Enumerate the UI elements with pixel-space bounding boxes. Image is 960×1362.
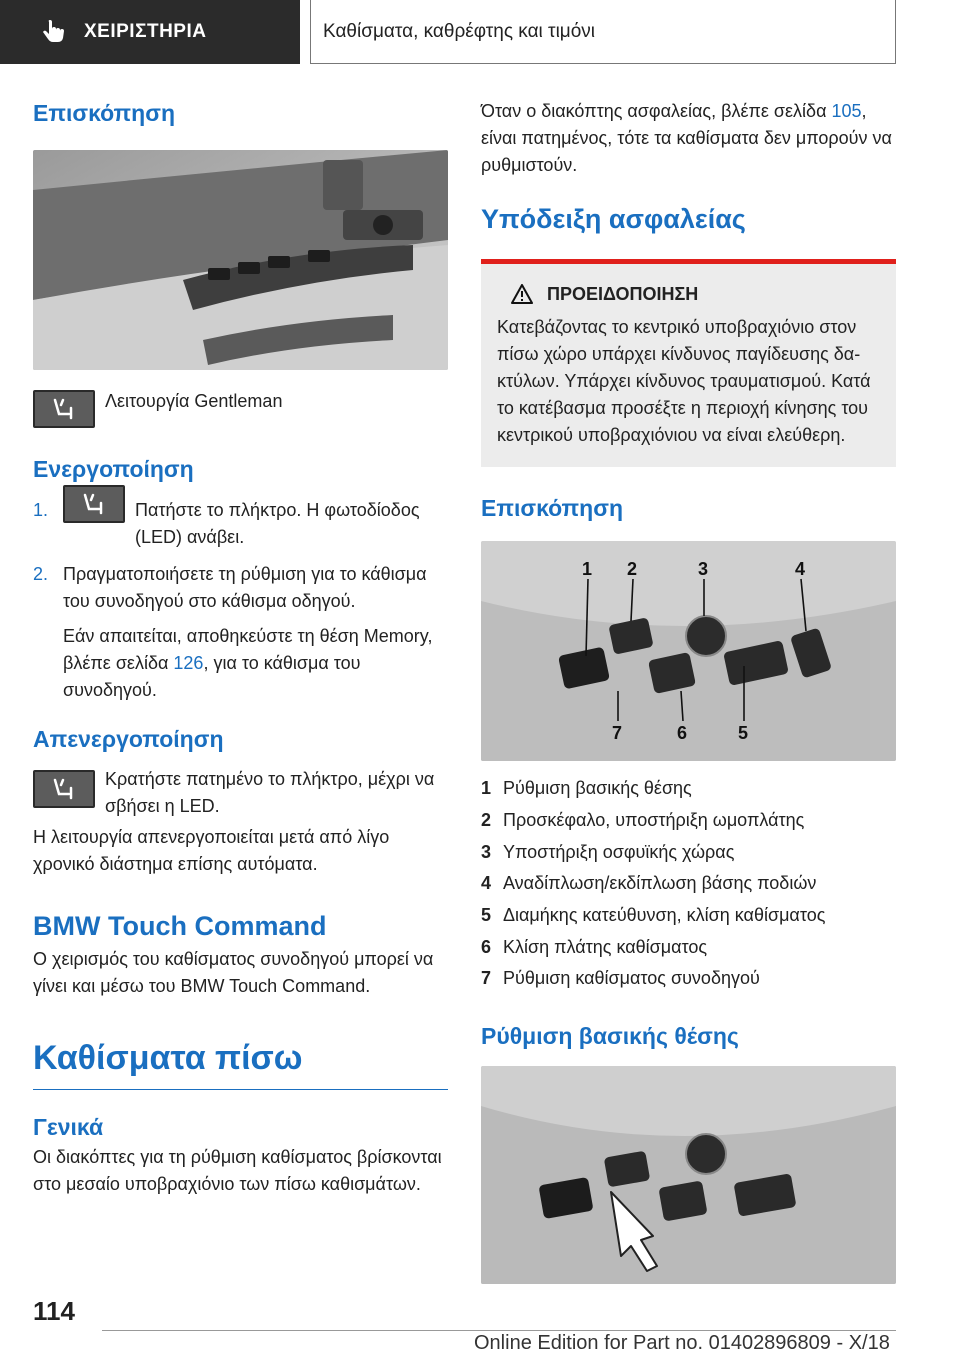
overview-heading-2: Επισκόπηση (481, 495, 623, 522)
page-link[interactable]: 126 (173, 653, 204, 674)
seat-switch-photo (481, 541, 896, 761)
gentleman-button-icon (63, 485, 125, 523)
footer-rule (102, 1330, 896, 1331)
warning-title: ΠΡΟΕΙΔΟΠΟΙΗΣΗ (547, 284, 699, 305)
gentleman-button-icon (33, 390, 95, 428)
legend-list (481, 773, 896, 995)
section-tab[interactable] (0, 0, 300, 64)
general-text: Οι διακόπτες για τη ρύθμιση καθίσματος βρίσκονται στο μεσαίο υποβραχιόνιο των πίσω καθισμάτων. (33, 1146, 442, 1194)
deactivation-text: Κρατήστε πατημένο το πλήκτρο, μέχρι να σβήσει η LED. (105, 768, 435, 816)
overview-heading: Επισκόπηση (33, 100, 175, 126)
rear-seats-heading: Καθίσματα πίσω (33, 1039, 303, 1078)
page-header (0, 0, 960, 64)
edition-text: Online Edition for Part no. 01402896809 - X/18 (474, 1332, 890, 1354)
page-number: 114 (33, 1296, 75, 1326)
general-heading: Γενικά (33, 1113, 104, 1140)
photo-caption: Λειτουργία Gentleman (105, 390, 283, 411)
warning-box (481, 259, 896, 467)
legend-item: 1 Ρύθμιση βασικής θέσης (481, 778, 692, 799)
left-column (33, 96, 448, 1198)
gentleman-caption-row (33, 390, 448, 428)
step-number: 2. (33, 564, 49, 585)
chapter-tab[interactable] (310, 0, 896, 64)
hand-pointer-icon (40, 19, 66, 45)
activation-steps (33, 497, 448, 704)
list-item (33, 497, 448, 551)
deactivation-heading: Απενεργοποίηση (33, 726, 224, 753)
svg-text:5: 5 (738, 722, 749, 743)
step-number: 1. (33, 500, 49, 521)
chapter-title: Καθίσματα, καθρέφτης και τιμόνι (323, 20, 596, 42)
svg-text:7: 7 (612, 722, 623, 743)
svg-text:1: 1 (582, 558, 593, 579)
warning-text: Κατεβάζοντας το κεντρικό υποβραχιόνιο στον πίσω χώρο υπάρχει κίνδυνος παγίδευσης δακτύλων. Υπάρχει κίνδυνος τραυματισμού. Κατά το κατέβασμα προσέξτε η περιοχή κίνησης του κεντρικού υποβραχιόνιου να είναι ελεύθερη. (497, 317, 871, 446)
warning-triangle-icon (511, 284, 533, 304)
intro-text: Όταν ο διακόπτης ασφαλείας, βλέπε σελίδα 105, είναι πατημένος, τότε τα καθίσματα δεν μπορούν να ρυθμιστούν. (481, 101, 892, 175)
legend-item: 5 Διαμήκης κατεύθυνση, κλίση καθίσματος (481, 905, 826, 926)
touch-command-text: Ο χειρισμός του καθίσματος συνοδηγού μπορεί να γίνει και μέσω του BMW Touch Command. (33, 949, 434, 997)
heading-rule (33, 1089, 448, 1090)
gentleman-button-icon (33, 770, 95, 808)
deactivation-row (33, 766, 448, 820)
activation-heading: Ενεργοποίηση (33, 455, 194, 482)
step-text: Πατήστε το πλήκτρο. Η φωτοδίοδος (LED) ανάβει. (135, 500, 420, 548)
right-column (481, 98, 896, 1284)
svg-text:4: 4 (795, 558, 806, 579)
safety-heading: Υπόδειξη ασφαλείας (481, 204, 746, 234)
section-title: ΧΕΙΡΙΣΤΗΡΙΑ (84, 21, 207, 42)
legend-item: 4 Αναδίπλωση/εκδίπλωση βάσης ποδιών (481, 873, 817, 894)
page-footer (0, 1296, 960, 1362)
legend-item: 7 Ρύθμιση καθίσματος συνοδηγού (481, 968, 760, 989)
step-text: Πραγματοποιήσετε τη ρύθμιση για το κάθισμα του συνοδηγού στο κάθισμα οδηγού. (63, 564, 427, 612)
svg-text:2: 2 (627, 558, 638, 579)
step-note: Εάν απαιτείται, αποθηκεύστε τη θέση Memory, βλέπε σελίδα 126, για το κάθισμα του συνοδηγού. (63, 626, 433, 701)
page-link[interactable]: 105 (831, 101, 862, 121)
basic-position-heading: Ρύθμιση βασικής θέσης (481, 1022, 739, 1049)
legend-item: 6 Κλίση πλάτης καθίσματος (481, 936, 708, 957)
svg-text:3: 3 (698, 558, 709, 579)
legend-item: 3 Υποστήριξη οσφυϊκής χώρας (481, 841, 735, 862)
warning-header (511, 282, 880, 306)
touch-command-heading: BMW Touch Command (33, 910, 327, 941)
list-item (33, 561, 448, 704)
legend-item: 2 Προσκέφαλο, υποστήριξη ωμοπλάτης (481, 810, 805, 831)
svg-text:6: 6 (677, 722, 688, 743)
basic-position-photo (481, 1066, 896, 1284)
auto-off-text: Η λειτουργία απενεργοποιείται μετά από λίγο χρονικό διάστημα επίσης αυτόματα. (33, 826, 390, 874)
door-panel-photo (33, 150, 448, 370)
